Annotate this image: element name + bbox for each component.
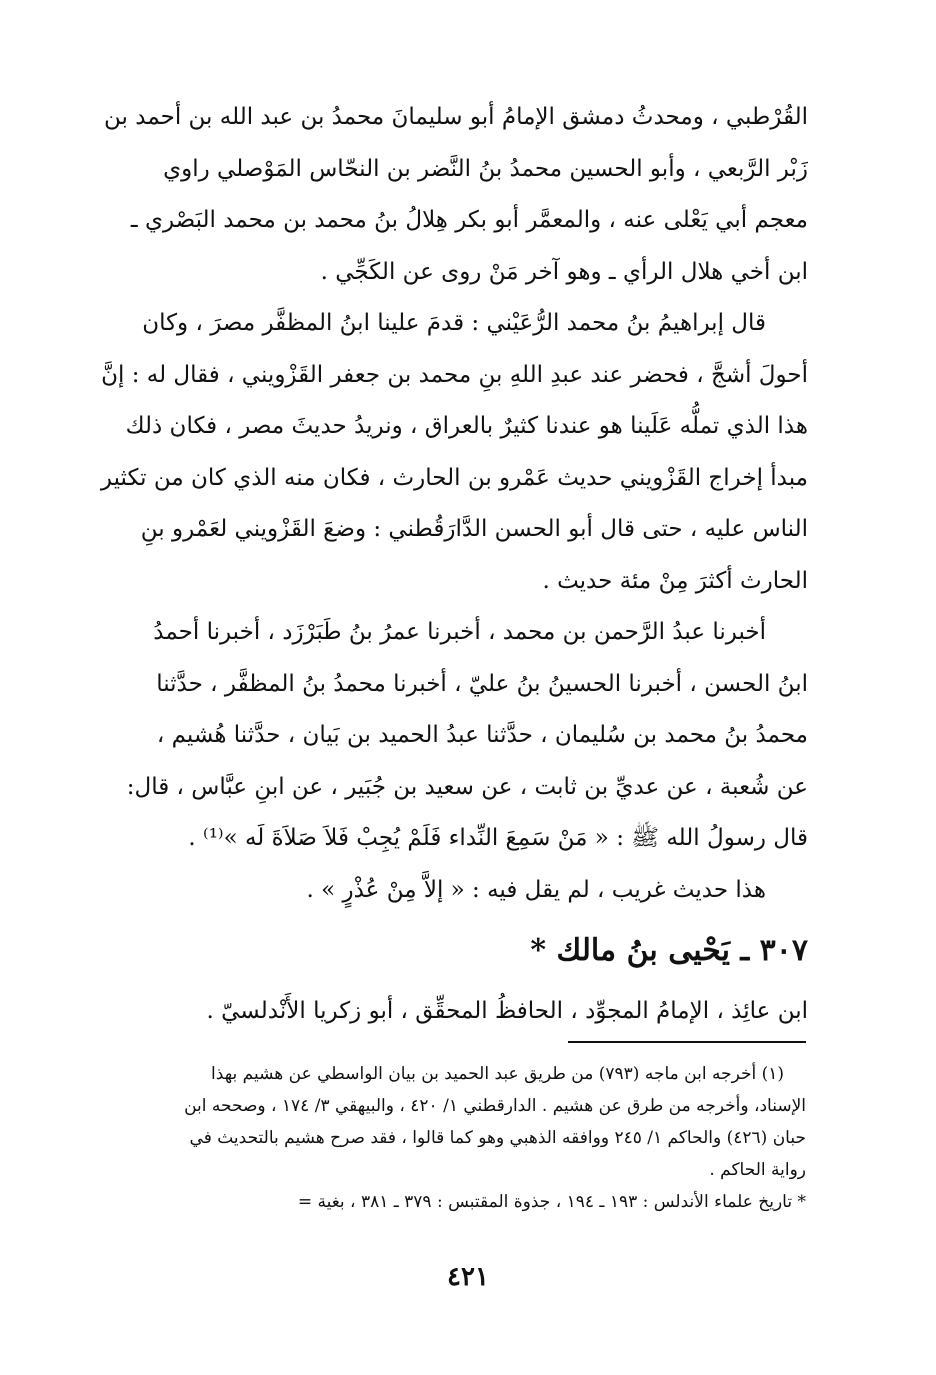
footnote-divider xyxy=(568,1041,806,1043)
paragraph-1 xyxy=(104,92,808,298)
footnotes xyxy=(138,1058,806,1218)
footnote-line: (١) أخرجه ابن ماجه (٧٩٣) من طريق عبد الحميد بن بيان الواسطي عن هشيم بهذا xyxy=(211,1064,784,1084)
paragraph-2 xyxy=(100,298,808,607)
text-line: محمدُ بنُ محمد بن سُليمان ، حدَّثنا عبدُ الحميد بن بَيان ، حدَّثنا هُشيم ، xyxy=(156,722,808,748)
section-intro: ابن عائِذ ، الإمامُ المجوِّد ، الحافظُ المحقِّق ، أبو زكريا الأَنْدلسيّ . xyxy=(206,998,808,1024)
text-line: هذا الذي تملُّه عَلَينا هو عندنا كثيرٌ بالعراق ، ونريدُ حديثَ مصر ، فكان ذلك xyxy=(125,413,808,439)
page-number: ٤٢١ xyxy=(447,1262,489,1292)
text-line: الحارث أكثرَ مِنْ مئة حديث . xyxy=(542,567,808,594)
text-line: زَبْر الرَّبعي ، وأبو الحسين محمدُ بنُ النَّضر بن النحّاس المَوْصلي راوي xyxy=(163,155,808,182)
text-line: الناس عليه ، حتى قال أبو الحسن الدَّارَقُطني : وضعَ القَزْويني لعَمْرو بنِ xyxy=(140,516,808,542)
text-line: ابنُ الحسن ، أخبرنا الحسينُ بنُ عليّ ، أخبرنا محمدُ بنُ المظفَّر ، حدَّثنا xyxy=(156,670,808,697)
footnote-star: * تاريخ علماء الأندلس : ١٩٣ ـ ١٩٤ ، جذوة المقتبس : ٣٧٩ ـ ٣٨١ ، بغية = xyxy=(297,1192,806,1212)
text-line: معجم أبي يَعْلى عنه ، والمعمَّر أبو بكر هِلالُ بنُ محمد بن محمد البَصْري ـ xyxy=(130,207,808,233)
paragraph-3 xyxy=(128,607,808,865)
text-line: مبدأ إخراج القَزْويني حديث عَمْرو بن الحارث ، فكان منه الذي كان من تكثير xyxy=(100,464,808,491)
section-heading: ٣٠٧ ـ يَحْيى بنُ مالك * xyxy=(530,933,808,968)
text-line: قال رسولُ الله ﷺ : « مَنْ سَمِعَ النِّداء فَلَمْ يُجِبْ فَلاَ صَلاَةَ لَه »⁽¹⁾ . xyxy=(188,825,808,851)
footnote-line: حبان (٤٢٦) والحاكم ١/ ٢٤٥ ووافقه الذهبي وهو كما قالوا ، فقد صرح هشيم بالتحديث في xyxy=(189,1128,806,1148)
text-line: أخبرنا عبدُ الرَّحمن بن محمد ، أخبرنا عمرُ بنُ طَبَرْزَد ، أخبرنا أحمدُ xyxy=(153,619,766,645)
text-line: القُرْطبي ، ومحدثُ دمشق الإمامُ أبو سليمانَ محمدُ بن عبد الله بن أحمد بن xyxy=(104,104,808,130)
text-line: أحولَ أشجَّ ، فحضر عند عبدِ اللهِ بنِ محمد بن جعفر القَزْويني ، فقال له : إنَّ xyxy=(101,361,808,388)
paragraph-4: هذا حديث غريب ، لم يقل فيه : « إلاَّ مِنْ عُذْرٍ » . xyxy=(306,876,766,903)
text-line: قال إبراهيمُ بنُ محمد الرُّعَيْني : قدمَ علينا ابنُ المظفَّر مصرَ ، وكان xyxy=(142,310,766,336)
main-text xyxy=(100,92,808,1038)
footnote-line: رواية الحاكم . xyxy=(709,1160,806,1180)
footnote-line: الإسناد، وأخرجه من طرق عن هشيم . الدارقطني ١/ ٤٢٠ ، والبيهقي ٣/ ١٧٤ ، وصححه ابن xyxy=(184,1096,806,1116)
text-line: عن شُعبة ، عن عديِّ بن ثابت ، عن سعيد بن جُبَير ، عن ابنِ عبَّاس ، قال: xyxy=(126,773,808,800)
text-line: ابن أخي هلال الرأي ـ وهو آخر مَنْ روى عن الكَجِّي . xyxy=(320,258,808,285)
